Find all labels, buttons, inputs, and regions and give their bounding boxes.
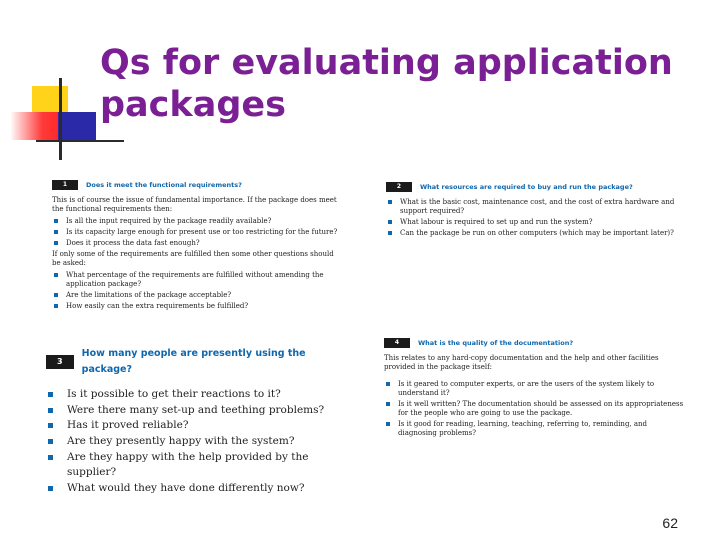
section-2-heading: What resources are required to buy and run the package? [420, 182, 633, 191]
square-bullet-icon [54, 273, 58, 277]
list-item [384, 420, 684, 438]
section-3-number: 3 [46, 355, 74, 369]
section-3-heading: How many people are presently using the package? [81, 348, 306, 375]
section-4-list [384, 380, 684, 438]
list-item-text: How easily can the extra requirements be fulfilled? [66, 302, 249, 310]
section-4 [384, 338, 684, 440]
decor-horizontal-line [36, 140, 124, 142]
square-bullet-icon [388, 220, 392, 224]
square-bullet-icon [386, 382, 390, 386]
section-1-heading: Does it meet the functional requirements? [86, 180, 242, 189]
list-item-text: Is it geared to computer experts, or are the users of the system likely to understand it? [398, 380, 655, 397]
list-item-text: Is it well written? The documentation should be assessed on its appropriateness for the people who are going to use the package. [398, 400, 684, 417]
list-item-text: What percentage of the requirements are fulfilled without amending the application package? [66, 271, 324, 288]
square-bullet-icon [54, 230, 58, 234]
list-item [52, 291, 338, 300]
section-4-heading: What is the quality of the documentation? [418, 338, 574, 347]
square-bullet-icon [386, 402, 390, 406]
slide-title [100, 42, 700, 126]
square-bullet-icon [54, 219, 58, 223]
square-bullet-icon [386, 422, 390, 426]
list-item-text: What is the basic cost, maintenance cost, and the cost of extra hardware and support required? [400, 198, 675, 215]
decor-vertical-line [59, 78, 62, 160]
decor-blue-square [58, 112, 96, 142]
square-bullet-icon [48, 423, 53, 428]
list-item-text: Can the package be run on other computers (which may be important later)? [400, 229, 674, 237]
list-item [46, 403, 356, 419]
slide-title-line-2: packages [100, 85, 286, 125]
list-item-text: Is its capacity large enough for present use or too restricting for the future? [66, 228, 338, 236]
section-4-intro: This relates to any hard-copy documentation and the help and other facilities provided in the package itself: [384, 354, 659, 371]
section-1 [52, 180, 338, 313]
section-1-header [52, 180, 338, 190]
list-item [52, 271, 338, 289]
list-item [52, 217, 338, 226]
list-item [52, 228, 338, 237]
list-item [46, 387, 356, 403]
list-item [52, 302, 338, 311]
square-bullet-icon [48, 486, 53, 491]
square-bullet-icon [54, 293, 58, 297]
list-item [46, 418, 356, 434]
list-item [386, 198, 678, 216]
section-4-number: 4 [384, 338, 410, 348]
section-1-intro: This is of course the issue of fundamental importance. If the package does meet the functional requirements then: [52, 196, 337, 213]
square-bullet-icon [48, 455, 53, 460]
square-bullet-icon [54, 241, 58, 245]
list-item-text: Is it good for reading, learning, teaching, referring to, reminding, and diagnosing problems? [398, 420, 648, 437]
square-bullet-icon [48, 408, 53, 413]
list-item-text: Were there many set-up and teething problems? [67, 403, 325, 416]
square-bullet-icon [48, 392, 53, 397]
list-item-text: Are they happy with the help provided by the supplier? [67, 450, 309, 479]
section-1-list-2 [52, 271, 338, 311]
list-item-text: Is it possible to get their reactions to it? [67, 388, 281, 401]
section-2-number: 2 [386, 182, 412, 192]
section-2 [386, 182, 678, 240]
list-item [386, 218, 678, 227]
section-1-list [52, 217, 338, 248]
square-bullet-icon [388, 231, 392, 235]
section-4-header [384, 338, 684, 348]
list-item-text: What labour is required to set up and run the system? [400, 218, 593, 226]
square-bullet-icon [388, 200, 392, 204]
list-item [46, 450, 356, 481]
square-bullet-icon [48, 439, 53, 444]
list-item [46, 434, 356, 450]
slide-title-line-1: Qs for evaluating application [100, 43, 673, 83]
list-item-text: Are they presently happy with the system? [67, 434, 295, 447]
list-item [52, 239, 338, 248]
section-1-number: 1 [52, 180, 78, 190]
list-item-text: What would they have done differently now? [67, 481, 305, 494]
list-item-text: Is all the input required by the package readily available? [66, 217, 272, 225]
list-item-text: Has it proved reliable? [67, 419, 189, 432]
section-3-header [46, 346, 356, 377]
section-2-list [386, 198, 678, 238]
section-3 [46, 346, 356, 496]
section-1-intro-2: If only some of the requirements are fulfilled then some other questions should be asked: [52, 250, 334, 267]
list-item [386, 229, 678, 238]
list-item [384, 380, 684, 398]
list-item [46, 481, 356, 497]
page-number: 62 [662, 515, 678, 531]
square-bullet-icon [54, 304, 58, 308]
list-item-text: Does it process the data fast enough? [66, 239, 200, 247]
list-item [384, 400, 684, 418]
section-3-list [46, 387, 356, 496]
list-item-text: Are the limitations of the package acceptable? [66, 291, 232, 299]
section-2-header [386, 182, 678, 192]
